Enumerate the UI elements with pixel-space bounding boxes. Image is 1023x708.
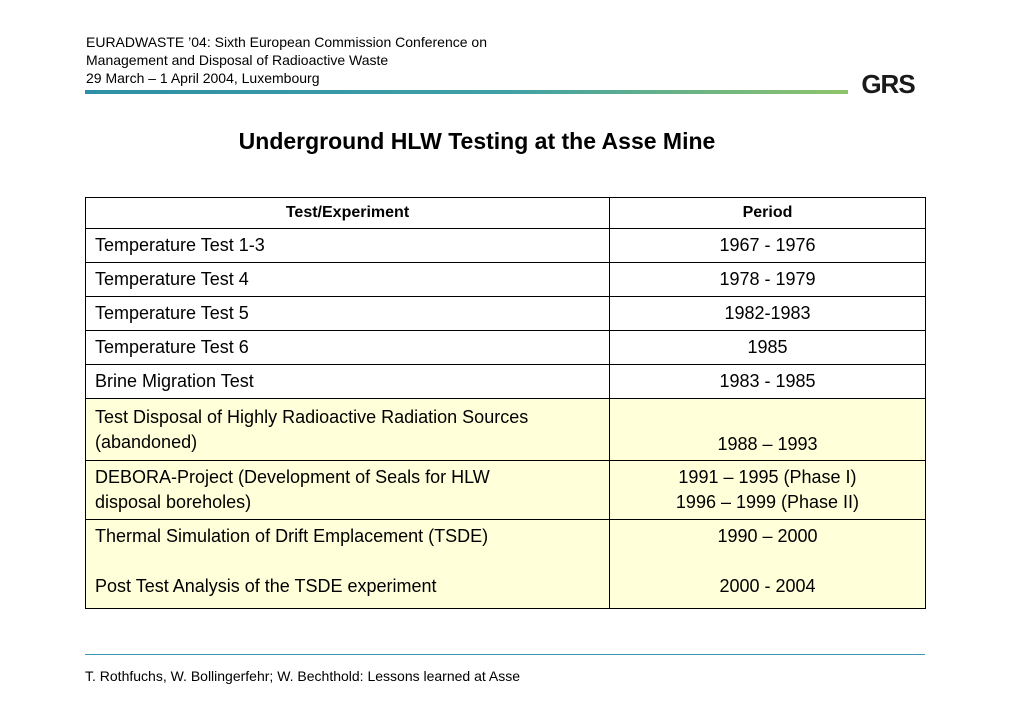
test-cell-line: disposal boreholes) (95, 492, 252, 512)
period-cell-line: 1990 – 2000 (717, 526, 818, 546)
period-cell: 1982-1983 (610, 297, 926, 331)
period-cell: 1988 – 1993 (610, 399, 926, 461)
footer-authors: T. Rothfuchs, W. Bollingerfehr; W. Bechthold: Lessons learned at Asse (85, 668, 521, 684)
table-row (86, 229, 926, 263)
table-row (86, 297, 926, 331)
conference-header-line-2: Management and Disposal of Radioactive Waste (86, 52, 389, 68)
test-period-table (85, 197, 926, 609)
test-cell (86, 520, 610, 609)
column-header-test: Test/Experiment (86, 198, 610, 229)
period-cell (610, 461, 926, 520)
period-cell-line: 2000 - 2004 (719, 576, 816, 596)
page-title: Underground HLW Testing at the Asse Mine (238, 128, 716, 154)
period-cell: 1978 - 1979 (610, 263, 926, 297)
table-row (86, 365, 926, 399)
test-cell-line: (abandoned) (95, 431, 198, 452)
test-cell-line: Post Test Analysis of the TSDE experiment (95, 576, 437, 596)
test-cell: Temperature Test 6 (86, 331, 610, 365)
test-cell: Temperature Test 1-3 (86, 229, 610, 263)
test-cell (86, 399, 610, 461)
table-header-row (86, 198, 926, 229)
header-rule (85, 90, 848, 94)
table-row (86, 263, 926, 297)
column-header-period: Period (610, 198, 926, 229)
period-cell: 1985 (610, 331, 926, 365)
period-cell: 1983 - 1985 (610, 365, 926, 399)
conference-header-line-1: EURADWASTE ’04: Sixth European Commission Conference on (86, 34, 487, 50)
footer-rule (85, 654, 925, 655)
test-cell-line: Thermal Simulation of Drift Emplacement (TSDE) (95, 526, 489, 546)
period-cell-line: 1991 – 1995 (Phase I) (678, 467, 857, 487)
test-cell-line: Test Disposal of Highly Radioactive Radiation Sources (95, 406, 529, 427)
period-cell: 1967 - 1976 (610, 229, 926, 263)
table-row (86, 520, 926, 609)
test-cell: Temperature Test 5 (86, 297, 610, 331)
line-spacer (95, 549, 600, 574)
period-cell (610, 520, 926, 609)
grs-logo (850, 70, 926, 98)
grs-logo-text: GRS (861, 70, 915, 98)
conference-header (86, 33, 487, 87)
test-cell (86, 461, 610, 520)
table-row (86, 331, 926, 365)
test-cell: Brine Migration Test (86, 365, 610, 399)
table-row (86, 461, 926, 520)
test-cell-line: DEBORA-Project (Development of Seals for HLW (95, 467, 490, 487)
test-cell: Temperature Test 4 (86, 263, 610, 297)
conference-header-line-3: 29 March – 1 April 2004, Luxembourg (86, 70, 320, 86)
table-row (86, 399, 926, 461)
period-cell-line: 1996 – 1999 (Phase II) (675, 492, 860, 512)
line-spacer (619, 549, 916, 574)
